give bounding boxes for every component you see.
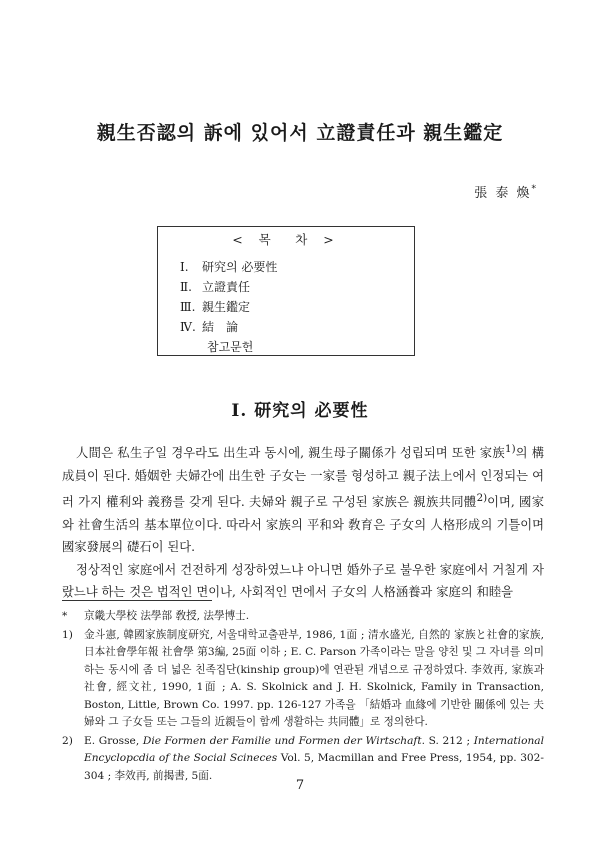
footnote-ref: 1) — [505, 443, 516, 455]
footnote-text: Vol. 5, Macmillan and Free Press, 1954, pp. 302-304 ; 李效再, 前揭書, 5面. — [84, 752, 544, 782]
paragraph — [62, 438, 544, 559]
footnote-mark: 2) — [62, 734, 73, 747]
toc-heading: < 목 차 > — [232, 232, 340, 247]
body-text — [62, 438, 544, 604]
toc-item-label: 立證責任 — [202, 280, 251, 294]
table-of-contents-box — [157, 226, 415, 356]
toc-item-label: 研究의 必要性 — [202, 260, 278, 274]
toc-item-label: 結 論 — [202, 320, 239, 334]
toc-references: 참고문헌 — [207, 340, 254, 354]
footnote-text: 金斗憲, 韓國家族制度研究, 서울대학교출판부, 1986, 1面 ; 清水盛光, 自然的 家族と社會的家族, 日本社會學年報 社會學 第3編, 25面 이하 ; E. C. Parson 가족이라는 말을 양친 및 그 자녀를 의미하는 동시에 좀 더 넓은 친족집단(kinship group)에 연관된 개념으로 규정하였다. 李效再, 家族과 社會, 經文社, 1990, 1面 ; A. S. Skolnick and J. H. Skolnick, Family in Transaction, Boston, Little, Brown Co. 1997. pp. 126-127 가족을 「結婚과 血緣에 기반한 關係에 있는 夫婦와 그 子女들 또는 그들의 近親들이 함께 생활하는 共同體」로 정의한다. — [84, 628, 544, 728]
book-title: Die Formen der Familie und Formen der Wirtschaft — [142, 734, 422, 747]
toc-item — [180, 317, 277, 337]
toc-item-number: Ⅲ. — [180, 300, 196, 314]
toc-item-number: Ⅳ. — [180, 320, 196, 334]
paragraph-text: 人間은 私生子일 경우라도 出生과 동시에, 親生母子關係가 성립되며 또한 家族 — [76, 446, 506, 461]
toc-list — [180, 257, 277, 357]
paragraph: 정상적인 家庭에서 건전하게 성장하였느냐 아니면 婚外子로 불우한 家庭에서 거칠게 자랐느냐 하는 것은 법적인 면이나, 사회적인 면에서 子女의 人格涵養과 家庭의 和睦을 — [62, 562, 544, 600]
author-footnote-mark: * — [531, 184, 538, 195]
paper-title: 親生否認의 訴에 있어서 立證責任과 親生鑑定 — [96, 122, 504, 144]
author-name: 張 泰 煥 — [474, 186, 532, 201]
footnote — [62, 608, 544, 626]
paragraph-text: 이며, 國家와 社會生活의 基本單位이다. 따라서 家族의 平和와 敎育은 子女의 人格形成의 기틀이며 國家發展의 礎石이 된다. — [62, 495, 544, 555]
toc-item — [180, 277, 277, 297]
footnote-mark: * — [62, 610, 68, 622]
footnote-mark: 1) — [62, 628, 73, 641]
page-number: 7 — [295, 778, 305, 793]
book-title: International Encyclopcdia of the Social Scineces — [84, 734, 544, 764]
author-line — [474, 182, 538, 201]
footnote-text: E. Grosse, — [84, 734, 143, 747]
toc-item-number: Ⅱ. — [180, 280, 192, 294]
footnote — [62, 627, 544, 732]
toc-item-number: Ⅰ. — [180, 260, 189, 274]
footnote-text: 京畿大學校 法學部 敎授, 法學博士. — [84, 610, 250, 622]
section-heading: Ⅰ. 研究의 必要性 — [231, 401, 369, 421]
footnote-divider — [62, 600, 212, 601]
footnote-ref: 2) — [476, 492, 488, 505]
footnote-text: . S. 212 ; — [421, 734, 474, 747]
toc-item — [180, 297, 277, 317]
footnotes — [62, 608, 544, 785]
paragraph-text: 의 構成員이 된다. 婚姻한 夫婦간에 出生한 子女는 一家를 형성하고 親子法上에서 인정되는 여러 가지 權利와 義務를 갖게 된다. 夫婦와 親子로 구성된 家族은 親族共同體 — [62, 446, 544, 510]
toc-item-label: 親生鑑定 — [202, 300, 251, 314]
toc-item — [180, 257, 277, 277]
